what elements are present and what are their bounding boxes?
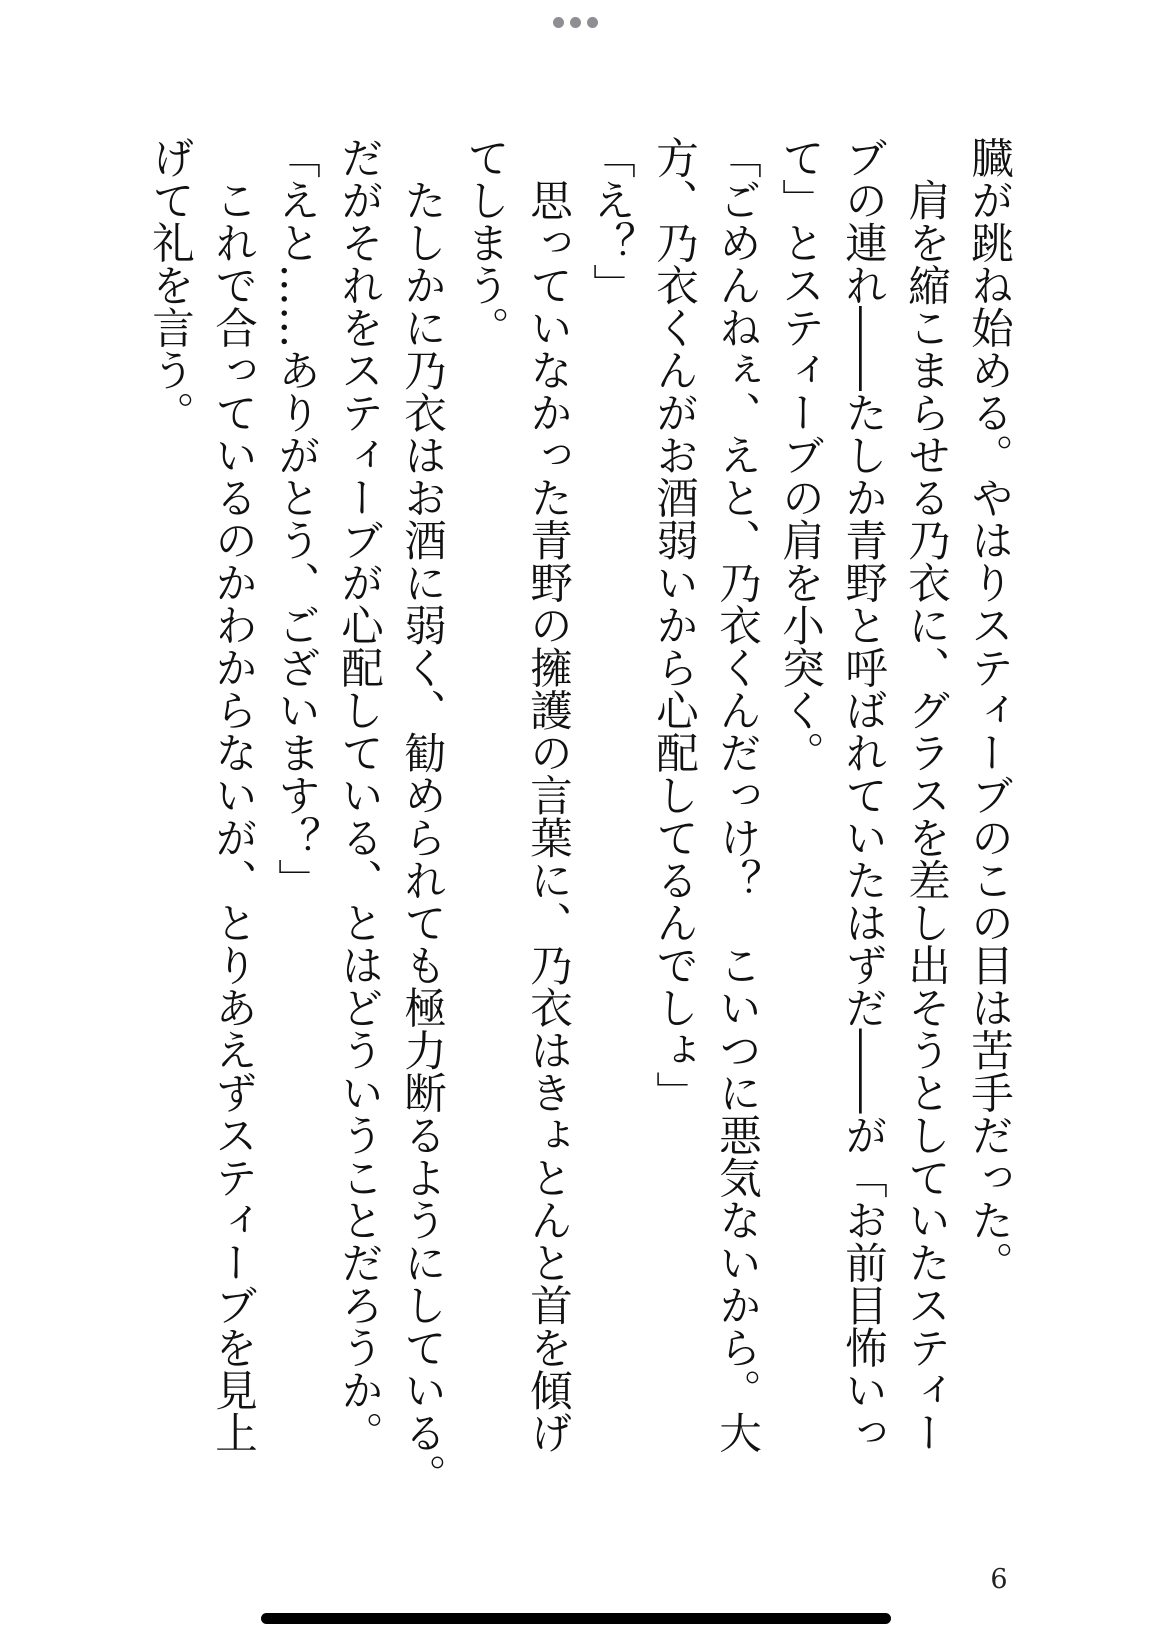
text-line: 「えと……ありがとう、ございます？」 (271, 136, 320, 901)
text-line: 思っていなかった青野の擁護の言葉に、乃衣はきょとんと首を傾げ (523, 136, 572, 1454)
page-text (138, 136, 1020, 1536)
dot (553, 17, 564, 28)
ellipsis-icon[interactable] (553, 17, 598, 29)
text-line: 「え？」 (586, 136, 635, 306)
text-line: 肩を縮こまらせる乃衣に、グラスを差し出そうとしていたスティー (901, 136, 950, 1454)
dot (570, 17, 581, 28)
text-line: だがそれをスティーブが心配している、とはどういうことだろうか。 (334, 136, 383, 1454)
home-indicator[interactable] (261, 1613, 891, 1624)
text-line: たしかに乃衣はお酒に弱く、勧められても極力断るようにしている。 (397, 136, 446, 1496)
text-line: て」とスティーブの肩を小突く。 (775, 136, 824, 774)
text-line: 「ごめんねぇ、えと、乃衣くんだっけ？ こいつに悪気ないから。大 (712, 136, 761, 1454)
text-line: ブの連れ――たしか青野と呼ばれていたはずだ――が「お前目怖いっ (838, 136, 887, 1454)
dot (587, 17, 598, 28)
text-line: これで合っているのかわからないが、とりあえずスティーブを見上 (208, 136, 257, 1454)
page-number: 6 (990, 1564, 1008, 1595)
text-line: てしまう。 (460, 136, 509, 349)
text-line: げて礼を言う。 (145, 136, 194, 434)
text-line: 臓が跳ね始める。やはりスティーブのこの目は苦手だった。 (964, 136, 1013, 1284)
text-line: 方、乃衣くんがお酒弱いから心配してるんでしょ」 (649, 136, 698, 1114)
